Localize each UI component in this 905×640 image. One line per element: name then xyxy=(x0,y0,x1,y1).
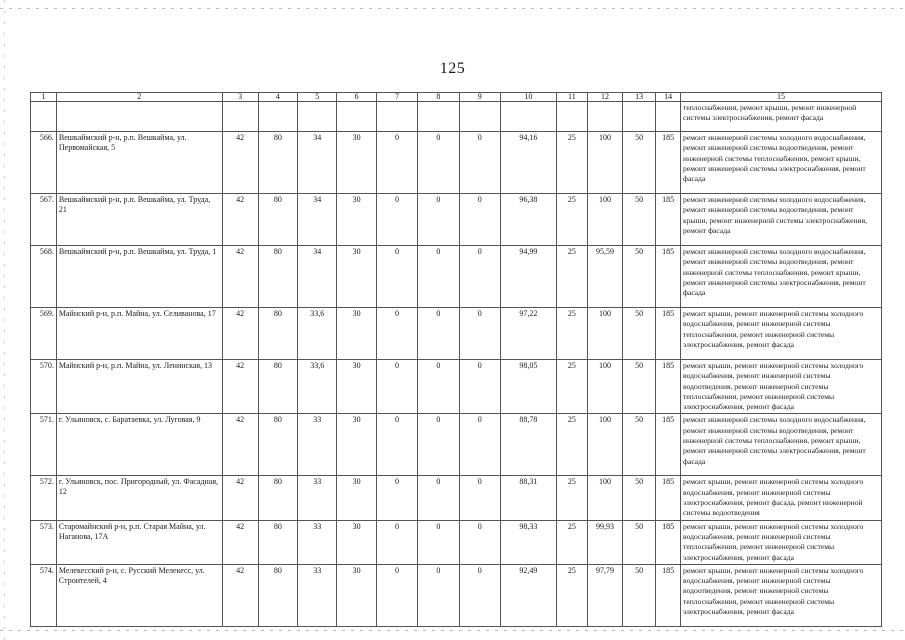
value-cell: 25 xyxy=(556,132,587,194)
scan-bottom-edge xyxy=(0,630,905,631)
value-cell: 100 xyxy=(587,414,622,476)
column-number: 5 xyxy=(298,93,337,102)
repair-works-cell: ремонт крыши, ремонт инженерной системы холодного водоснабжения, ремонт инженерной системы водоотведения, ремонт инженерной системы теплоснабжения, ремонт инженерной системы электроснабжения, ремонт фасада xyxy=(681,564,882,626)
column-number: 10 xyxy=(500,93,556,102)
address-cell: Вешкаймский р-н, р.п. Вешкайма, ул. Труда, 21 xyxy=(56,194,222,246)
value-cell: 25 xyxy=(556,520,587,564)
value-cell: 0 xyxy=(418,414,459,476)
value-cell: 185 xyxy=(656,414,681,476)
repair-works-cell: ремонт крыши, ремонт инженерной системы холодного водоснабжения, ремонт инженерной системы водоотведения, ремонт инженерной системы теплоснабжения, ремонт инженерной системы электроснабжения, ремонт фасада xyxy=(681,360,882,414)
row-number-cell: 567. xyxy=(31,194,57,246)
repair-register-table xyxy=(30,92,882,627)
value-cell: 80 xyxy=(258,564,297,626)
value-cell: 96,38 xyxy=(500,194,556,246)
value-cell: 25 xyxy=(556,194,587,246)
value-cell: 25 xyxy=(556,476,587,520)
value-cell: 100 xyxy=(587,360,622,414)
value-cell: 98,33 xyxy=(500,520,556,564)
value-cell: 185 xyxy=(656,308,681,360)
value-cell: 42 xyxy=(222,564,258,626)
address-cell: Майнский р-н, р.п. Майна, ул. Селиванова, 17 xyxy=(56,308,222,360)
repair-works-cell: ремонт крыши, ремонт инженерной системы холодного водоснабжения, ремонт инженерной системы теплоснабжения, ремонт инженерной системы электроснабжения, ремонт фасада xyxy=(681,308,882,360)
register-body xyxy=(31,102,882,627)
column-number: 15 xyxy=(681,93,882,102)
row-number-cell: 573. xyxy=(31,520,57,564)
address-cell: Мелекесский р-н, с. Русский Мелекесс, ул. Строителей, 4 xyxy=(56,564,222,626)
value-cell: 30 xyxy=(337,246,376,308)
value-cell: 97,22 xyxy=(500,308,556,360)
row-number-cell: 571. xyxy=(31,414,57,476)
value-cell: 0 xyxy=(418,360,459,414)
page-number: 125 xyxy=(439,60,466,77)
column-number: 12 xyxy=(587,93,622,102)
value-cell: 30 xyxy=(337,132,376,194)
value-cell: 0 xyxy=(459,132,500,194)
table-row xyxy=(31,414,882,476)
value-cell: 50 xyxy=(623,194,656,246)
value-cell: 185 xyxy=(656,520,681,564)
column-number-row xyxy=(31,93,882,102)
value-cell: 0 xyxy=(418,520,459,564)
value-cell: 42 xyxy=(222,132,258,194)
table-row xyxy=(31,520,882,564)
row-number-cell: 568. xyxy=(31,246,57,308)
address-cell: г. Ульяновск, пос. Пригородный, ул. Фасадная, 12 xyxy=(56,476,222,520)
value-cell: 0 xyxy=(418,132,459,194)
empty-cell xyxy=(623,102,656,132)
value-cell: 0 xyxy=(459,414,500,476)
value-cell: 0 xyxy=(418,194,459,246)
column-number: 1 xyxy=(31,93,57,102)
value-cell: 80 xyxy=(258,194,297,246)
value-cell: 0 xyxy=(376,360,417,414)
value-cell: 34 xyxy=(298,194,337,246)
address-cell: Старомайнский р-н, р.п. Старая Майна, ул. Наганова, 17А xyxy=(56,520,222,564)
value-cell: 33 xyxy=(298,414,337,476)
repair-works-cell: ремонт инженерной системы холодного водоснабжения, ремонт инженерной системы водоотведения, ремонт инженерной системы теплоснабжения, ремонт крыши, ремонт инженерной системы электроснабжения, ремонт фасада xyxy=(681,414,882,476)
value-cell: 185 xyxy=(656,360,681,414)
value-cell: 25 xyxy=(556,414,587,476)
table-row xyxy=(31,194,882,246)
value-cell: 0 xyxy=(376,194,417,246)
value-cell: 30 xyxy=(337,360,376,414)
value-cell: 0 xyxy=(459,564,500,626)
value-cell: 80 xyxy=(258,520,297,564)
value-cell: 0 xyxy=(418,246,459,308)
value-cell: 0 xyxy=(376,476,417,520)
value-cell: 33 xyxy=(298,476,337,520)
value-cell: 50 xyxy=(623,308,656,360)
empty-cell xyxy=(418,102,459,132)
value-cell: 25 xyxy=(556,360,587,414)
repair-works-cell: теплоснабжения, ремонт крыши, ремонт инженерной системы электроснабжения, ремонт фасада xyxy=(681,102,882,132)
row-number-cell: 574. xyxy=(31,564,57,626)
scan-top-edge xyxy=(0,8,905,9)
value-cell: 50 xyxy=(623,414,656,476)
value-cell: 30 xyxy=(337,564,376,626)
value-cell: 30 xyxy=(337,520,376,564)
value-cell: 42 xyxy=(222,476,258,520)
address-cell: Вешкаймский р-н, р.п. Вешкайма, ул. Первомайская, 5 xyxy=(56,132,222,194)
value-cell: 0 xyxy=(376,520,417,564)
value-cell: 50 xyxy=(623,132,656,194)
value-cell: 33,6 xyxy=(298,308,337,360)
value-cell: 33 xyxy=(298,564,337,626)
empty-cell xyxy=(459,102,500,132)
value-cell: 25 xyxy=(556,308,587,360)
value-cell: 88,31 xyxy=(500,476,556,520)
value-cell: 0 xyxy=(376,132,417,194)
value-cell: 98,05 xyxy=(500,360,556,414)
empty-cell xyxy=(500,102,556,132)
value-cell: 42 xyxy=(222,246,258,308)
value-cell: 0 xyxy=(459,194,500,246)
address-cell: г. Ульяновск, с. Баратаевка, ул. Луговая, 9 xyxy=(56,414,222,476)
value-cell: 0 xyxy=(459,520,500,564)
column-number: 13 xyxy=(623,93,656,102)
value-cell: 0 xyxy=(376,308,417,360)
table-row xyxy=(31,564,882,626)
column-number: 4 xyxy=(258,93,297,102)
value-cell: 25 xyxy=(556,564,587,626)
value-cell: 80 xyxy=(258,414,297,476)
column-number: 2 xyxy=(56,93,222,102)
value-cell: 30 xyxy=(337,476,376,520)
table-row xyxy=(31,132,882,194)
row-number-cell: 572. xyxy=(31,476,57,520)
value-cell: 94,16 xyxy=(500,132,556,194)
value-cell: 80 xyxy=(258,476,297,520)
empty-cell xyxy=(298,102,337,132)
column-number: 9 xyxy=(459,93,500,102)
value-cell: 80 xyxy=(258,360,297,414)
empty-cell xyxy=(31,102,57,132)
table-row xyxy=(31,360,882,414)
value-cell: 0 xyxy=(418,476,459,520)
column-number: 14 xyxy=(656,93,681,102)
empty-cell xyxy=(587,102,622,132)
value-cell: 100 xyxy=(587,476,622,520)
address-cell: Вешкаймский р-н, р.п. Вешкайма, ул. Труда, 1 xyxy=(56,246,222,308)
value-cell: 100 xyxy=(587,194,622,246)
value-cell: 95,59 xyxy=(587,246,622,308)
value-cell: 185 xyxy=(656,132,681,194)
value-cell: 42 xyxy=(222,414,258,476)
value-cell: 0 xyxy=(459,308,500,360)
value-cell: 0 xyxy=(418,308,459,360)
value-cell: 185 xyxy=(656,246,681,308)
value-cell: 80 xyxy=(258,308,297,360)
value-cell: 92,49 xyxy=(500,564,556,626)
value-cell: 34 xyxy=(298,246,337,308)
continuation-row xyxy=(31,102,882,132)
value-cell: 25 xyxy=(556,246,587,308)
repair-works-cell: ремонт крыши, ремонт инженерной системы холодного водоснабжения, ремонт инженерной системы электроснабжения, ремонт фасада, ремонт инженерной системы водоотведения xyxy=(681,476,882,520)
value-cell: 42 xyxy=(222,194,258,246)
repair-works-cell: ремонт инженерной системы холодного водоснабжения, ремонт инженерной системы водоотведения, ремонт инженерной системы теплоснабжения, ремонт крыши, ремонт инженерной системы электроснабжения, ремонт фасада xyxy=(681,246,882,308)
repair-works-cell: ремонт инженерной системы холодного водоснабжения, ремонт инженерной системы водоотведения, ремонт крыши, ремонт инженерной системы электроснабжения, ремонт фасада xyxy=(681,194,882,246)
table-row xyxy=(31,308,882,360)
empty-cell xyxy=(258,102,297,132)
value-cell: 0 xyxy=(376,246,417,308)
value-cell: 88,78 xyxy=(500,414,556,476)
value-cell: 30 xyxy=(337,308,376,360)
value-cell: 0 xyxy=(418,564,459,626)
value-cell: 34 xyxy=(298,132,337,194)
value-cell: 30 xyxy=(337,414,376,476)
value-cell: 185 xyxy=(656,194,681,246)
address-cell: Майнский р-н, р.п. Майна, ул. Ленинская, 13 xyxy=(56,360,222,414)
value-cell: 33 xyxy=(298,520,337,564)
value-cell: 0 xyxy=(459,476,500,520)
empty-cell xyxy=(656,102,681,132)
value-cell: 100 xyxy=(587,308,622,360)
value-cell: 42 xyxy=(222,308,258,360)
value-cell: 50 xyxy=(623,246,656,308)
table-row xyxy=(31,476,882,520)
value-cell: 42 xyxy=(222,520,258,564)
value-cell: 50 xyxy=(623,360,656,414)
row-number-cell: 569. xyxy=(31,308,57,360)
empty-cell xyxy=(376,102,417,132)
value-cell: 0 xyxy=(376,414,417,476)
value-cell: 94,99 xyxy=(500,246,556,308)
column-number-header xyxy=(31,93,882,102)
value-cell: 100 xyxy=(587,132,622,194)
value-cell: 185 xyxy=(656,476,681,520)
table-row xyxy=(31,246,882,308)
column-number: 7 xyxy=(376,93,417,102)
row-number-cell: 566. xyxy=(31,132,57,194)
repair-works-cell: ремонт инженерной системы холодного водоснабжения, ремонт инженерной системы водоотведения, ремонт инженерной системы теплоснабжения, ремонт крыши, ремонт инженерной системы электроснабжения, ремонт фасада xyxy=(681,132,882,194)
value-cell: 0 xyxy=(459,360,500,414)
value-cell: 97,79 xyxy=(587,564,622,626)
value-cell: 50 xyxy=(623,520,656,564)
empty-cell xyxy=(556,102,587,132)
repair-works-cell: ремонт крыши, ремонт инженерной системы холодного водоснабжения, ремонт инженерной системы теплоснабжения, ремонт инженерной системы электроснабжения, ремонт фасада xyxy=(681,520,882,564)
value-cell: 99,93 xyxy=(587,520,622,564)
value-cell: 50 xyxy=(623,564,656,626)
row-number-cell: 570. xyxy=(31,360,57,414)
column-number: 6 xyxy=(337,93,376,102)
empty-cell xyxy=(337,102,376,132)
value-cell: 80 xyxy=(258,246,297,308)
empty-cell xyxy=(56,102,222,132)
column-number: 8 xyxy=(418,93,459,102)
value-cell: 50 xyxy=(623,476,656,520)
column-number: 3 xyxy=(222,93,258,102)
value-cell: 0 xyxy=(459,246,500,308)
value-cell: 80 xyxy=(258,132,297,194)
value-cell: 30 xyxy=(337,194,376,246)
value-cell: 0 xyxy=(376,564,417,626)
column-number: 11 xyxy=(556,93,587,102)
value-cell: 185 xyxy=(656,564,681,626)
value-cell: 42 xyxy=(222,360,258,414)
scan-left-edge xyxy=(4,0,5,640)
value-cell: 33,6 xyxy=(298,360,337,414)
empty-cell xyxy=(222,102,258,132)
